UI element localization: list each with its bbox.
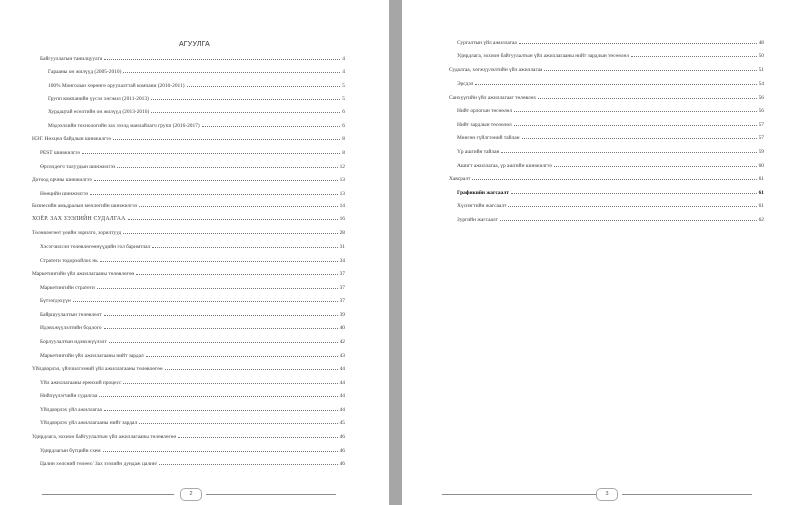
toc-entry-page: 62 (758, 217, 764, 223)
toc-entry-title: Санхүүгийн үйл ажиллагааг төлөвлөх (449, 95, 537, 101)
toc-entry-title: PEST шинжилгээ (40, 150, 80, 156)
toc-entry[interactable] (48, 95, 345, 103)
toc-entry-title: Групп компанийн үүсэл хөгжил (2011-2013) (48, 96, 149, 102)
toc-leader-dots (187, 82, 341, 87)
toc-entry[interactable] (32, 270, 345, 278)
toc-entry-page: 28 (339, 230, 345, 236)
toc-entry-page: 44 (339, 380, 345, 386)
toc-entry-page: 4 (342, 69, 345, 75)
page-footer (402, 488, 798, 500)
toc-entry-title: Маркетингийн үйл ажиллагааны төлөвлөгөө (32, 271, 135, 277)
toc-entry[interactable] (457, 107, 764, 115)
toc-entry[interactable] (40, 243, 345, 251)
toc-entry[interactable] (32, 365, 345, 373)
toc-entry-page: 39 (339, 312, 345, 318)
toc-entry[interactable] (457, 121, 764, 129)
toc-entry-page: 45 (339, 420, 345, 426)
toc-entry-page: 34 (339, 258, 345, 264)
toc-leader-dots (136, 270, 337, 275)
toc-entry[interactable] (40, 352, 345, 360)
toc-leader-dots (165, 365, 338, 370)
toc-leader-dots (544, 66, 756, 71)
toc-entry-title: Хүснэгтийн жагсаалт (457, 203, 507, 209)
toc-entry[interactable] (40, 190, 345, 198)
toc-entry-title: Удирдлага, зохион байгуулалтын үйл ажиллагааны нийт зардлын төсөөлөл (457, 53, 629, 59)
toc-entry-title: Хавсралт (449, 176, 471, 182)
toc-entry-title: Удирдлага, зохион байгуулалтын үйл ажиллагааны төлөвлөгөө (32, 434, 177, 440)
toc-leader-dots (500, 216, 757, 221)
page-number: 3 (596, 488, 618, 501)
toc-entry[interactable] (40, 392, 345, 400)
toc-entry-page: 6 (342, 109, 345, 115)
toc-entry-title: Стратеги тодорхойлох нь (40, 258, 98, 264)
toc-entry-page: 44 (339, 366, 345, 372)
toc-entry[interactable] (457, 80, 764, 88)
toc-entry-title: Зургийн жагсаалт (457, 217, 498, 223)
toc-entry-title: Хэсэгчилсэн төлөвлөгөөнүүдийн гол баримтлал (40, 244, 151, 250)
toc-entry[interactable] (32, 433, 345, 441)
toc-entry-page: 37 (339, 298, 345, 304)
toc-leader-dots (151, 95, 340, 100)
toc-entry[interactable] (449, 94, 764, 102)
toc-entry-title: Үйл ажиллагааны ерөнхий процесс (40, 380, 122, 386)
toc-entry-title: Хурдацтай өсөлтийн он жилүүд (2013-2016) (48, 109, 150, 115)
toc-leader-dots (178, 433, 337, 438)
toc-leader-dots (511, 189, 757, 194)
toc-entry[interactable] (457, 162, 764, 170)
toc-leader-dots (104, 55, 340, 60)
toc-entry[interactable] (32, 215, 345, 223)
toc-entry-page: 61 (758, 176, 764, 182)
toc-leader-dots (139, 202, 338, 207)
toc-entry-title: Үйлдвэрлэл, үйлчилгээний үйл ажиллагааны төлөвлөгөө (32, 366, 163, 372)
toc-entry[interactable] (40, 311, 345, 319)
toc-entry[interactable] (40, 447, 345, 455)
toc-entry-page: 56 (758, 95, 764, 101)
toc-leader-dots (128, 215, 338, 220)
toc-entry-page: 46 (339, 461, 345, 467)
toc-entry-page: 14 (339, 203, 345, 209)
toc-entry[interactable] (40, 163, 345, 171)
page-footer (0, 488, 389, 500)
toc-entry[interactable] (48, 108, 345, 116)
toc-entry-page: 37 (339, 271, 345, 277)
toc-leader-dots (123, 68, 340, 73)
toc-entry[interactable] (457, 202, 764, 210)
toc-entry-page: 60 (758, 163, 764, 169)
toc-entry-page: 46 (339, 448, 345, 454)
toc-entry-page: 4 (342, 56, 345, 62)
toc-entry[interactable] (32, 229, 345, 237)
footer-rule-right (206, 494, 336, 495)
toc-entry[interactable] (48, 122, 345, 130)
toc-entry-page: 31 (339, 244, 345, 250)
toc-leader-dots (522, 134, 757, 139)
toc-entry[interactable] (40, 55, 345, 63)
toc-entry[interactable] (40, 297, 345, 305)
toc-entry-page: 37 (339, 285, 345, 291)
toc-entry-page: 56 (758, 108, 764, 114)
toc-leader-dots (508, 202, 756, 207)
toc-entry-title: НЭГ. Нөхцөл байдлын шинжилгээ (32, 136, 111, 142)
toc-leader-dots (538, 94, 756, 99)
toc-leader-dots (501, 148, 756, 153)
toc-entry[interactable] (40, 406, 345, 414)
toc-entry[interactable] (457, 216, 764, 224)
toc-entry[interactable] (457, 134, 764, 142)
toc-entry[interactable] (457, 148, 764, 156)
toc-entry[interactable] (40, 257, 345, 265)
toc-entry[interactable] (32, 202, 345, 210)
toc-leader-dots (82, 149, 340, 154)
toc-entry-title: Маркетингийн үйл ажиллагааны нийт зардал (40, 353, 144, 359)
toc-leader-dots (472, 175, 756, 180)
toc-leader-dots (104, 324, 338, 329)
toc-leader-dots (90, 190, 337, 195)
toc-entry-page: 61 (758, 203, 764, 209)
footer-rule-left (442, 494, 598, 495)
page-number: 2 (180, 488, 202, 501)
toc-entry-title: Нийлүүлэгчийн судалгаа (40, 393, 98, 399)
toc-entry-title: ХОЁР. ЗАХ ЗЭЭЛИЙН СУДАЛГАА (32, 216, 126, 222)
toc-entry[interactable] (40, 379, 345, 387)
toc-entry-page: 61 (758, 190, 764, 196)
toc-entry-page: 12 (339, 164, 345, 170)
toc-leader-dots (94, 176, 338, 181)
toc-entry-title: Байгууллагын танилцуулга (40, 56, 103, 62)
toc-entry[interactable] (40, 324, 345, 332)
toc-entry-title: Графикийн жагсаалт (457, 190, 510, 196)
toc-entry-title: Нөөцийн шинжилгээ (40, 191, 89, 197)
toc-entry[interactable] (32, 176, 345, 184)
toc-entry[interactable] (457, 39, 764, 47)
document-page-left (0, 0, 389, 505)
toc-leader-dots (475, 80, 756, 85)
toc-entry-title: Мөнгөн гүйлгээний тайлан (457, 135, 520, 141)
toc-entry-title: Үйлдвэрлэх үйл ажиллагаа (40, 407, 102, 413)
toc-title: АГУУЛГА (178, 41, 211, 48)
toc-leader-dots (73, 297, 338, 302)
toc-entry-page: 54 (758, 81, 764, 87)
toc-leader-dots (104, 311, 338, 316)
toc-leader-dots (109, 338, 338, 343)
toc-entry[interactable] (48, 68, 345, 76)
toc-entry-page: 13 (339, 191, 345, 197)
toc-entry-title: Сургалтын үйл ажиллагаа (457, 40, 517, 46)
toc-entry-page: 44 (339, 407, 345, 413)
toc-entry[interactable] (457, 189, 764, 197)
toc-entry-page: 51 (758, 67, 764, 73)
toc-entry-title: Төлөвлөгөөт үеийн зорилго, зорилтууд (32, 230, 122, 236)
toc-entry-title: Удирдлагын бүтцийн схем (40, 448, 101, 454)
footer-rule-left (42, 494, 174, 495)
toc-entry-title: Нийт орлогын төсөөлөл (457, 108, 513, 114)
toc-entry[interactable] (449, 175, 764, 183)
toc-entry[interactable] (457, 52, 764, 60)
toc-entry-title: Ашигт ажиллагаа, үр ашгийн шинжилгээ (457, 163, 552, 169)
toc-entry-title: Өрсөлдөгч талуудын шинжилгээ (40, 164, 116, 170)
toc-entry-page: 57 (758, 122, 764, 128)
toc-leader-dots (123, 229, 337, 234)
toc-entry-title: Маркетингийн стратеги (40, 285, 95, 291)
toc-entry-title: Борлуулалтын идэвхжүүлэлт (40, 339, 107, 345)
toc-leader-dots (113, 135, 340, 140)
toc-entry-title: Гарааны он жилүүд (2005-2010) (48, 69, 122, 75)
toc-entry-title: Байршуулалтын төлөвлөлт (40, 312, 102, 318)
footer-rule-right (622, 494, 752, 495)
toc-leader-dots (103, 447, 338, 452)
toc-entry-title: Идэвхжүүлэлтийн бодлого (40, 325, 102, 331)
toc-entry-page: 57 (758, 135, 764, 141)
toc-entry-page: 59 (758, 149, 764, 155)
toc-entry-page: 44 (339, 393, 345, 399)
toc-leader-dots (202, 122, 341, 127)
toc-leader-dots (151, 108, 340, 113)
toc-leader-dots (631, 52, 757, 57)
toc-entry-title: Үр ашгийн тайлан (457, 149, 500, 155)
toc-entry-page: 8 (342, 150, 345, 156)
toc-entry-page: 6 (342, 123, 345, 129)
toc-entry-page: 40 (339, 325, 345, 331)
toc-entry-title: Бизнесийн амьдралын мөчлөгийн шинжилгээ (32, 203, 138, 209)
toc-leader-dots (554, 162, 757, 167)
toc-leader-dots (139, 419, 337, 424)
toc-entry-page: 5 (342, 83, 345, 89)
toc-leader-dots (100, 257, 338, 262)
toc-entry[interactable] (40, 419, 345, 427)
toc-entry-title: 100% Монголын хөрөнгө оруулалттай компани (2010-2011) (48, 83, 185, 89)
toc-entry-title: Нийт зардлын төсөөлөл (457, 122, 512, 128)
toc-leader-dots (104, 406, 338, 411)
toc-entry-page: 13 (339, 177, 345, 183)
toc-entry-page: 42 (339, 339, 345, 345)
toc-entry-title: Эрсдэл (457, 81, 474, 87)
toc-entry-page: 8 (342, 136, 345, 142)
toc-entry-page: 50 (758, 53, 764, 59)
toc-entry[interactable] (48, 82, 345, 90)
toc-entry-page: 46 (339, 434, 345, 440)
toc-entry-title: Дотоод орчны шинжилгээ (32, 177, 92, 183)
toc-leader-dots (117, 163, 337, 168)
toc-entry-title: Цалин хөлсний төлөөс/ Зах зээлийн дундаж цалин/ (40, 461, 158, 467)
toc-entry[interactable] (40, 284, 345, 292)
toc-entry-page: 16 (339, 216, 345, 222)
toc-leader-dots (519, 39, 757, 44)
toc-leader-dots (146, 352, 338, 357)
toc-entry[interactable] (32, 135, 345, 143)
toc-entry-title: Үйлдвэрлэх үйл ажиллагааны нийт зардал (40, 420, 138, 426)
toc-entry-title: Бүтээгдэхүүн (40, 298, 71, 304)
toc-leader-dots (159, 460, 337, 465)
toc-leader-dots (152, 243, 337, 248)
toc-entry-title: Судалгаа, хөгжүүлэлтийн үйл ажиллагаа (449, 67, 543, 73)
document-page-right (402, 0, 798, 505)
toc-leader-dots (99, 392, 337, 397)
toc-entry[interactable] (40, 460, 345, 468)
toc-entry-title: Мэдээллийн технологийн зах зээлд манлайлагч групп (2016-2017) (48, 123, 200, 129)
toc-entry-page: 5 (342, 96, 345, 102)
toc-leader-dots (514, 121, 757, 126)
toc-entry-page: 48 (758, 40, 764, 46)
toc-entry-page: 43 (339, 353, 345, 359)
toc-leader-dots (97, 284, 338, 289)
toc-entry[interactable] (40, 338, 345, 346)
toc-leader-dots (123, 379, 337, 384)
toc-entry[interactable] (40, 149, 345, 157)
toc-entry[interactable] (449, 66, 764, 74)
toc-leader-dots (514, 107, 757, 112)
